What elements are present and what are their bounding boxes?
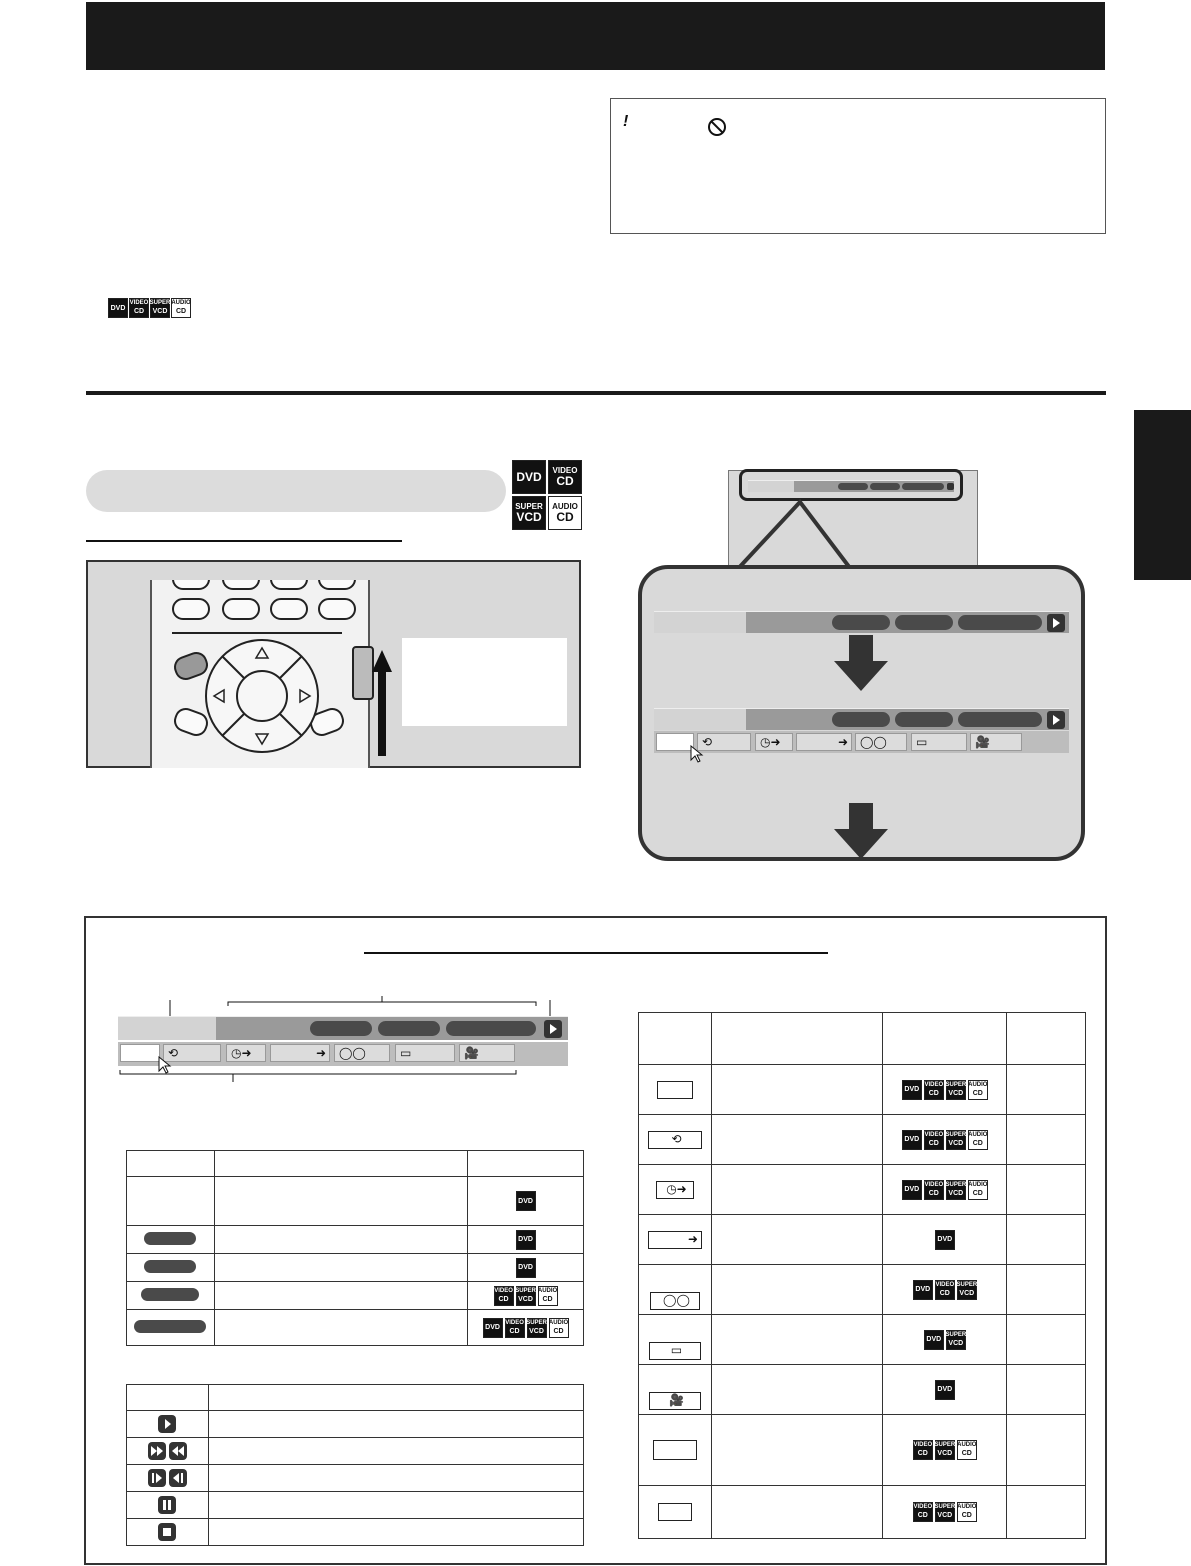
audio-icon: ◯◯ <box>650 1292 700 1310</box>
page-header-bar <box>86 2 1105 70</box>
repeat-icon: ⟲ <box>163 1044 221 1062</box>
dvd-badge: DVD <box>512 460 546 494</box>
subheading-underline <box>86 540 402 542</box>
function-table: DVD VIDEO CD SUPER VCD AUDIO CD ⟲ DVD VIDEO CD SUPER VCD AUDIO CD ◷➜ DVD VIDEO CD SUPER VCD AUDIO CD ➜ DVD ◯◯ DVD VIDEO CD SUPER VCD ▭ DVD SUPER VCD 🎥 DVD VIDEO CD SUPER VCD AUDIO CD VIDEO CD SUPER VCD AUDIO CD <box>638 1012 1086 1539</box>
disc-badges-top <box>108 298 191 318</box>
exclamation-icon: ! <box>623 113 629 130</box>
status-table: DVD DVD DVD VIDEO CD SUPER VCD AUDIO CD DVD VIDEO CD SUPER VCD AUDIO CD <box>126 1150 584 1346</box>
disc-badges-large <box>512 460 582 530</box>
up-arrow-icon <box>372 650 392 756</box>
play-icon <box>158 1415 176 1433</box>
display-bar-diagram <box>118 1016 568 1040</box>
blank-box-icon <box>658 1503 692 1521</box>
cursor-pad[interactable] <box>198 632 326 762</box>
time-search-menu-item[interactable]: ◷➜ <box>755 733 793 751</box>
menu-bar <box>654 731 1069 753</box>
angle-camera-icon: 🎥 <box>649 1392 701 1410</box>
chapter-menu-item[interactable]: ➜ <box>796 733 852 751</box>
dvd-badge: DVD <box>516 1191 536 1211</box>
info-callout <box>402 638 567 726</box>
remote-side-switch <box>352 646 374 700</box>
fast-reverse-icon <box>169 1442 187 1460</box>
down-arrow-icon <box>834 803 888 859</box>
slow-forward-icon <box>148 1469 166 1487</box>
dvd-badge: DVD <box>108 298 128 318</box>
dvd-badge: DVD <box>516 1258 536 1278</box>
chapter-side-tab <box>1134 410 1191 580</box>
chapter-arrow-icon: ➜ <box>648 1231 702 1249</box>
repeat-icon: ⟲ <box>648 1131 702 1149</box>
video-cd-badge: VIDEO CD <box>129 298 149 318</box>
section-banner <box>86 470 506 512</box>
bar-annotation-lines <box>118 996 568 1086</box>
angle-camera-icon: 🎥 <box>459 1044 515 1062</box>
slow-reverse-icon <box>169 1469 187 1487</box>
caution-box <box>610 98 1106 234</box>
audio-cd-badge: AUDIO CD <box>171 298 191 318</box>
repeat-menu-item[interactable]: ⟲ <box>697 733 751 751</box>
blank-box-icon <box>657 1081 693 1099</box>
audio-cd-badge: AUDIO CD <box>548 496 582 530</box>
prohibited-icon <box>707 117 727 137</box>
display-callout <box>638 565 1085 861</box>
play-icon <box>1047 711 1065 729</box>
cursor-arrow-icon <box>690 745 704 763</box>
time-search-icon: ◷➜ <box>226 1044 266 1062</box>
remote-control <box>150 580 370 768</box>
subtitle-icon: ▭ <box>649 1342 701 1360</box>
blank-box-icon <box>653 1440 697 1460</box>
fast-forward-icon <box>148 1442 166 1460</box>
box-heading-underline <box>364 952 828 954</box>
time-search-icon: ◷➜ <box>656 1181 694 1199</box>
down-arrow-icon <box>834 635 888 691</box>
super-vcd-badge: SUPER VCD <box>150 298 170 318</box>
subtitle-menu-item[interactable]: ▭ <box>911 733 967 751</box>
pause-icon <box>158 1496 176 1514</box>
playback-status-table <box>126 1384 584 1546</box>
super-vcd-badge: SUPER VCD <box>512 496 546 530</box>
menu-bar-diagram <box>118 1042 568 1066</box>
angle-menu-item[interactable]: 🎥 <box>970 733 1022 751</box>
play-icon <box>1047 614 1065 632</box>
screen-bar-highlight <box>739 469 963 501</box>
dvd-badge: DVD <box>516 1230 536 1250</box>
cursor-arrow-icon <box>158 1056 172 1074</box>
audio-menu-item[interactable]: ◯◯ <box>855 733 907 751</box>
section-divider <box>86 391 1106 395</box>
subtitle-icon: ▭ <box>395 1044 455 1062</box>
chapter-arrow-icon: ➜ <box>270 1044 330 1062</box>
stop-icon <box>158 1523 176 1541</box>
audio-icon: ◯◯ <box>334 1044 390 1062</box>
callout-pointer <box>735 498 885 572</box>
play-icon <box>544 1020 562 1038</box>
video-cd-badge: VIDEO CD <box>548 460 582 494</box>
